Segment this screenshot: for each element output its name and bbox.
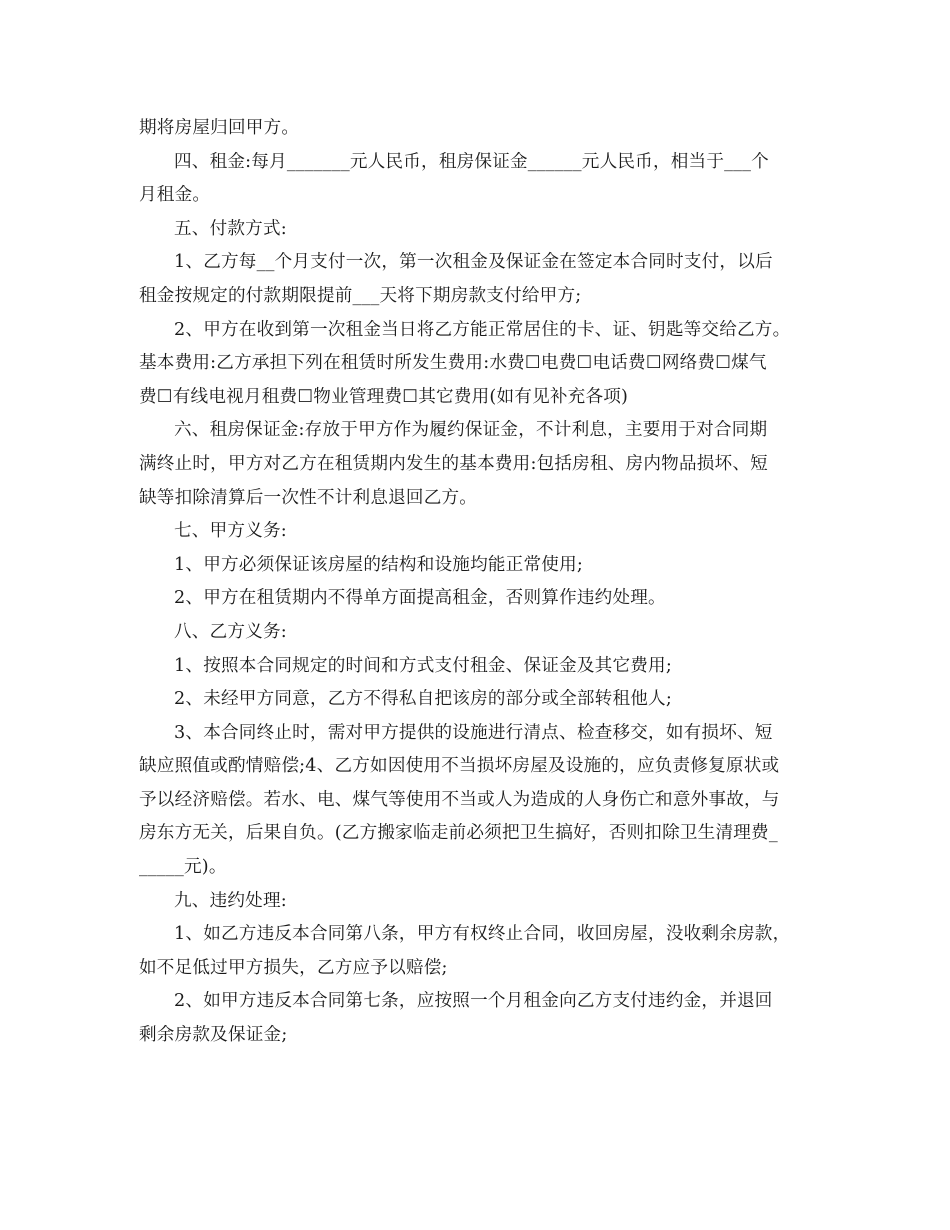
text-line: 2、如甲方违反本合同第七条，应按照一个月租金向乙方支付违约金，并退回 bbox=[174, 991, 773, 1012]
text-line: 缺等扣除清算后一次性不计利息退回乙方。 bbox=[139, 487, 478, 508]
section-heading: 九、违约处理: bbox=[174, 890, 287, 911]
document-body bbox=[139, 112, 819, 1053]
text-line: 满终止时，甲方对乙方在租赁期内发生的基本费用:包括房租、房内物品损坏、短 bbox=[139, 453, 768, 474]
text-line: 1、乙方每__个月支付一次，第一次租金及保证金在签定本合同时支付，以后 bbox=[174, 252, 773, 273]
text-line: 剩余房款及保证金; bbox=[139, 1025, 288, 1046]
text-line: 2、甲方在收到第一次租金当日将乙方能正常居住的卡、证、钥匙等交给乙方。 bbox=[174, 319, 791, 340]
text-line: 2、未经甲方同意，乙方不得私自把该房的部分或全部转租他人; bbox=[174, 689, 672, 710]
text-line: 四、租金:每月_______元人民币，租房保证金______元人民币，相当于___个 bbox=[174, 151, 769, 172]
text-line: _____元)。 bbox=[139, 857, 227, 878]
text-line: 费☐有线电视月租费☐物业管理费☐其它费用(如有见补充各项) bbox=[139, 386, 629, 407]
text-line: 基本费用:乙方承担下列在租赁时所发生费用:水费☐电费☐电话费☐网络费☐煤气 bbox=[139, 353, 767, 374]
text-line: 予以经济赔偿。若水、电、煤气等使用不当或人为造成的人身伤亡和意外事故，与 bbox=[139, 789, 780, 810]
text-line: 房东方无关，后果自负。(乙方搬家临走前必须把卫生搞好，否则扣除卫生清理费_ bbox=[139, 823, 778, 844]
text-line: 1、甲方必须保证该房屋的结构和设施均能正常使用; bbox=[174, 554, 583, 575]
text-line: 缺应照值或酌情赔偿;4、乙方如因使用不当损坏房屋及设施的，应负责修复原状或 bbox=[139, 756, 780, 777]
section-heading: 六、租房保证金:存放于甲方作为履约保证金，不计利息，主要用于对合同期 bbox=[174, 420, 768, 441]
text-line: 租金按规定的付款期限提前___天将下期房款支付给甲方; bbox=[139, 285, 582, 306]
text-line: 月租金。 bbox=[139, 185, 211, 206]
section-heading: 五、付款方式: bbox=[174, 218, 287, 239]
text-line: 2、甲方在租赁期内不得单方面提高租金，否则算作违约处理。 bbox=[174, 588, 666, 609]
section-heading: 七、甲方义务: bbox=[174, 521, 287, 542]
section-heading: 八、乙方义务: bbox=[174, 621, 287, 642]
text-line: 1、如乙方违反本合同第八条，甲方有权终止合同，收回房屋，没收剩余房款， bbox=[174, 924, 791, 945]
text-line: 如不足低过甲方损失，乙方应予以赔偿; bbox=[139, 957, 448, 978]
text-line: 1、按照本合同规定的时间和方式支付租金、保证金及其它费用; bbox=[174, 655, 672, 676]
text-line: 3、本合同终止时，需对甲方提供的设施进行清点、检查移交，如有损坏、短 bbox=[174, 722, 773, 743]
text-line: 期将房屋归回甲方。 bbox=[139, 118, 300, 138]
